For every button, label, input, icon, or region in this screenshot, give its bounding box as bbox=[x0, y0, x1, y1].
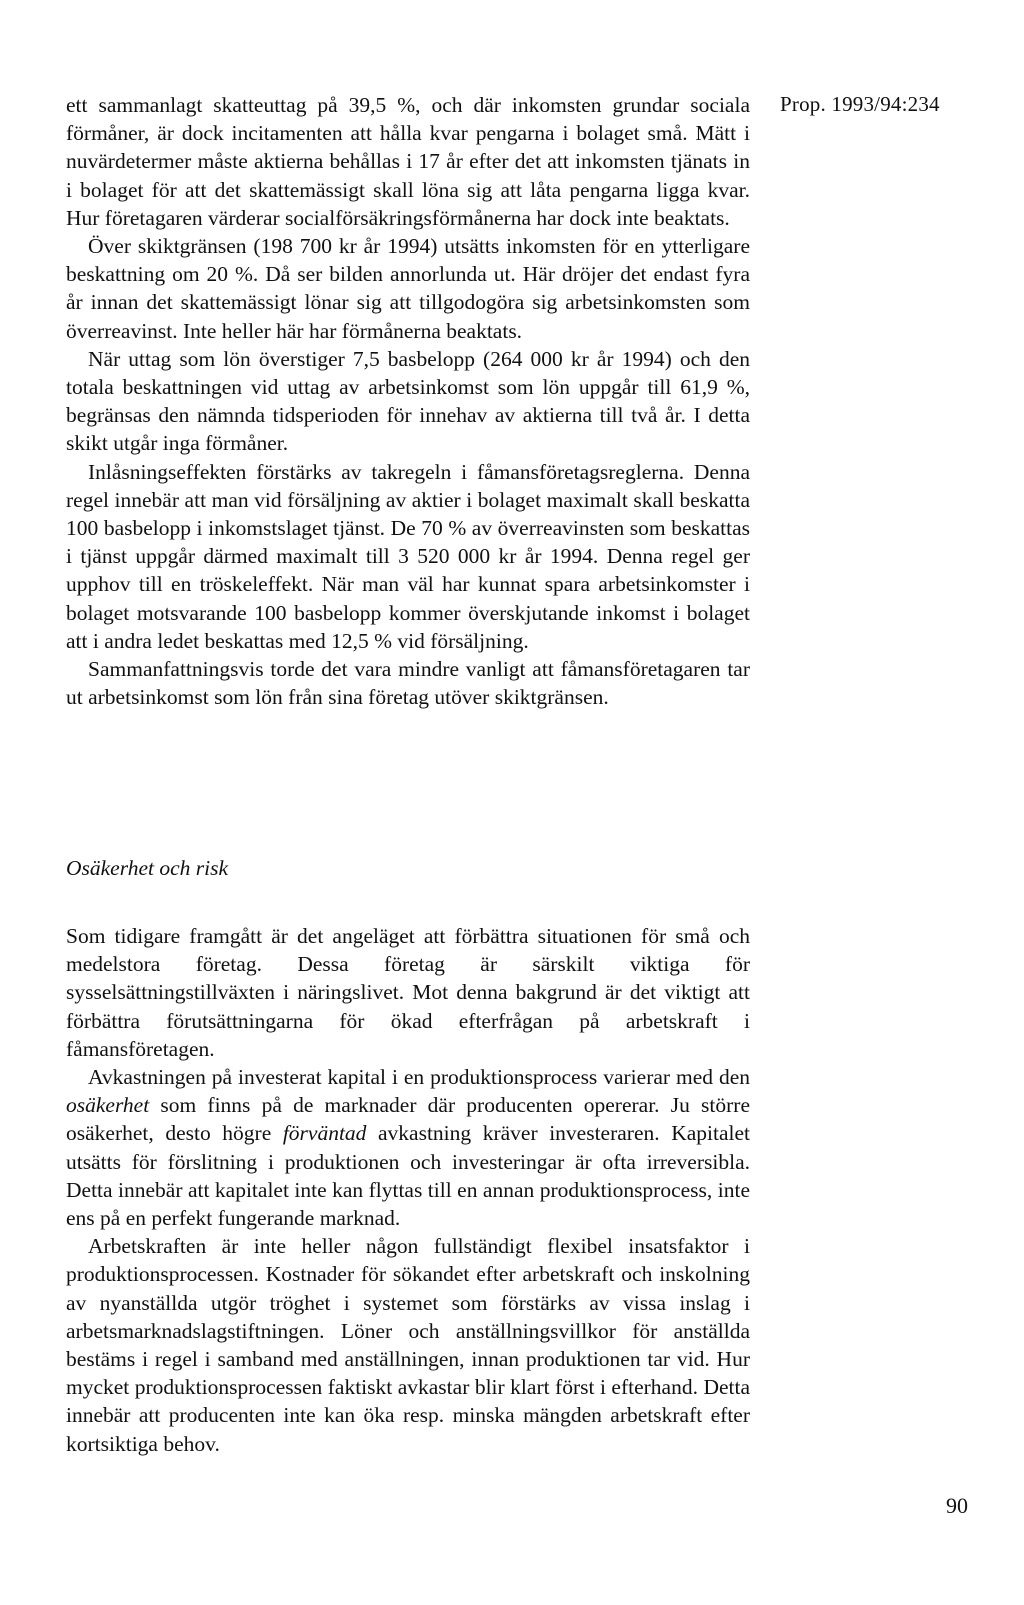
paragraph-7-text-a: Avkastningen på investerat kapital i en produktionsprocess varierar med den bbox=[88, 1065, 750, 1090]
section-tax-incentives bbox=[66, 91, 750, 711]
proposition-reference: Prop. 1993/94:234 bbox=[780, 92, 940, 116]
emphasis-forvantad: förväntad bbox=[282, 1121, 367, 1146]
paragraph-8: Arbetskraften är inte heller någon fullständigt flexibel insatsfaktor i produktionsprocessen. Kostnader för sökandet efter arbetskraft och inskolning av nyanställda utgör tröghet i systemet som förstärks av vissa inslag i arbetsmarknadslagstiftningen. Löner och anställningsvillkor för anställda bestäms i regel i samband med anställningen, innan produktionen tar vid. Hur mycket produktionsprocessen faktiskt avkastar blir klart först i efterhand. Detta innebär att producenten inte kan öka resp. minska mängden arbetskraft efter kortsiktiga behov. bbox=[66, 1234, 750, 1456]
paragraph-1: ett sammanlagt skatteuttag på 39,5 %, och där inkomsten grundar sociala förmåner, är dock incitamenten att hålla kvar pengarna i bolaget små. Mätt i nuvärdetermer måste aktierna behållas i 17 år efter det att inkomsten tjänats in i bolaget för att det skattemässigt skall löna sig att låta pengarna ligga kvar. Hur företagaren värderar socialförsäkringsförmånerna har dock inte beaktats. bbox=[66, 93, 750, 230]
emphasis-osakerhet: osäkerhet bbox=[66, 1093, 150, 1118]
paragraph-6: Som tidigare framgått är det angeläget att förbättra situationen för små och medelstora företag. Dessa företag är särskilt viktiga för sysselsättningstillväxten i näringslivet. Mot denna bakgrund är det viktigt att förbättra förutsättningarna för ökad efterfrågan på arbetskraft i fåmansföretagen. bbox=[66, 924, 750, 1061]
page-number: 90 bbox=[946, 1493, 968, 1518]
section-uncertainty-risk bbox=[66, 922, 750, 1458]
paragraph-3: När uttag som lön överstiger 7,5 basbelopp (264 000 kr år 1994) och den totala beskattningen vid uttag av arbetsinkomst som lön uppgår till 61,9 %, begränsas den nämnda tidsperioden för innehav av aktierna till två år. I detta skikt utgår inga förmåner. bbox=[66, 346, 750, 456]
paragraph-7 bbox=[66, 1063, 750, 1232]
paragraph-4: Inlåsningseffekten förstärks av takregeln i fåmansföretagsreglerna. Denna regel innebär att man vid försäljning av aktier i bolaget maximalt skall beskatta 100 basbelopp i inkomstslaget tjänst. De 70 % av överreavinsten som beskattas i tjänst uppgår därmed maximalt till 3 520 000 kr år 1994. Denna regel ger upphov till en tröskeleffekt. När man väl har kunnat spara arbetsinkomster i bolaget motsvarande 100 basbelopp kommer överskjutande inkomst i bolaget att i andra ledet beskattas med 12,5 % vid försäljning. bbox=[66, 459, 750, 653]
paragraph-2: Över skiktgränsen (198 700 kr år 1994) utsätts inkomsten för en ytterligare beskattning om 20 %. Då ser bilden annorlunda ut. Här dröjer det endast fyra år innan det skattemässigt lönar sig att tillgodogöra sig arbetsinkomsten som överreavinst. Inte heller här har förmånerna beaktats. bbox=[66, 234, 750, 343]
paragraph-7-text-c: avkastning kräver investeraren. Kapitalet utsätts för förslitning i produktionen och investeringar är ofta irreversibla. Detta innebär att kapitalet inte kan flyttas till en annan produktionsprocess, inte ens på en perfekt fungerande marknad. bbox=[66, 1121, 750, 1231]
paragraph-5: Sammanfattningsvis torde det vara mindre vanligt att fåmansföretagaren tar ut arbetsinkomst som lön från sina företag utöver skiktgränsen. bbox=[66, 657, 750, 710]
section-heading: Osäkerhet och risk bbox=[66, 856, 229, 880]
paragraph-7-text-b: som finns på de marknader där producenten opererar. Ju större osäkerhet, desto högre bbox=[66, 1093, 750, 1146]
